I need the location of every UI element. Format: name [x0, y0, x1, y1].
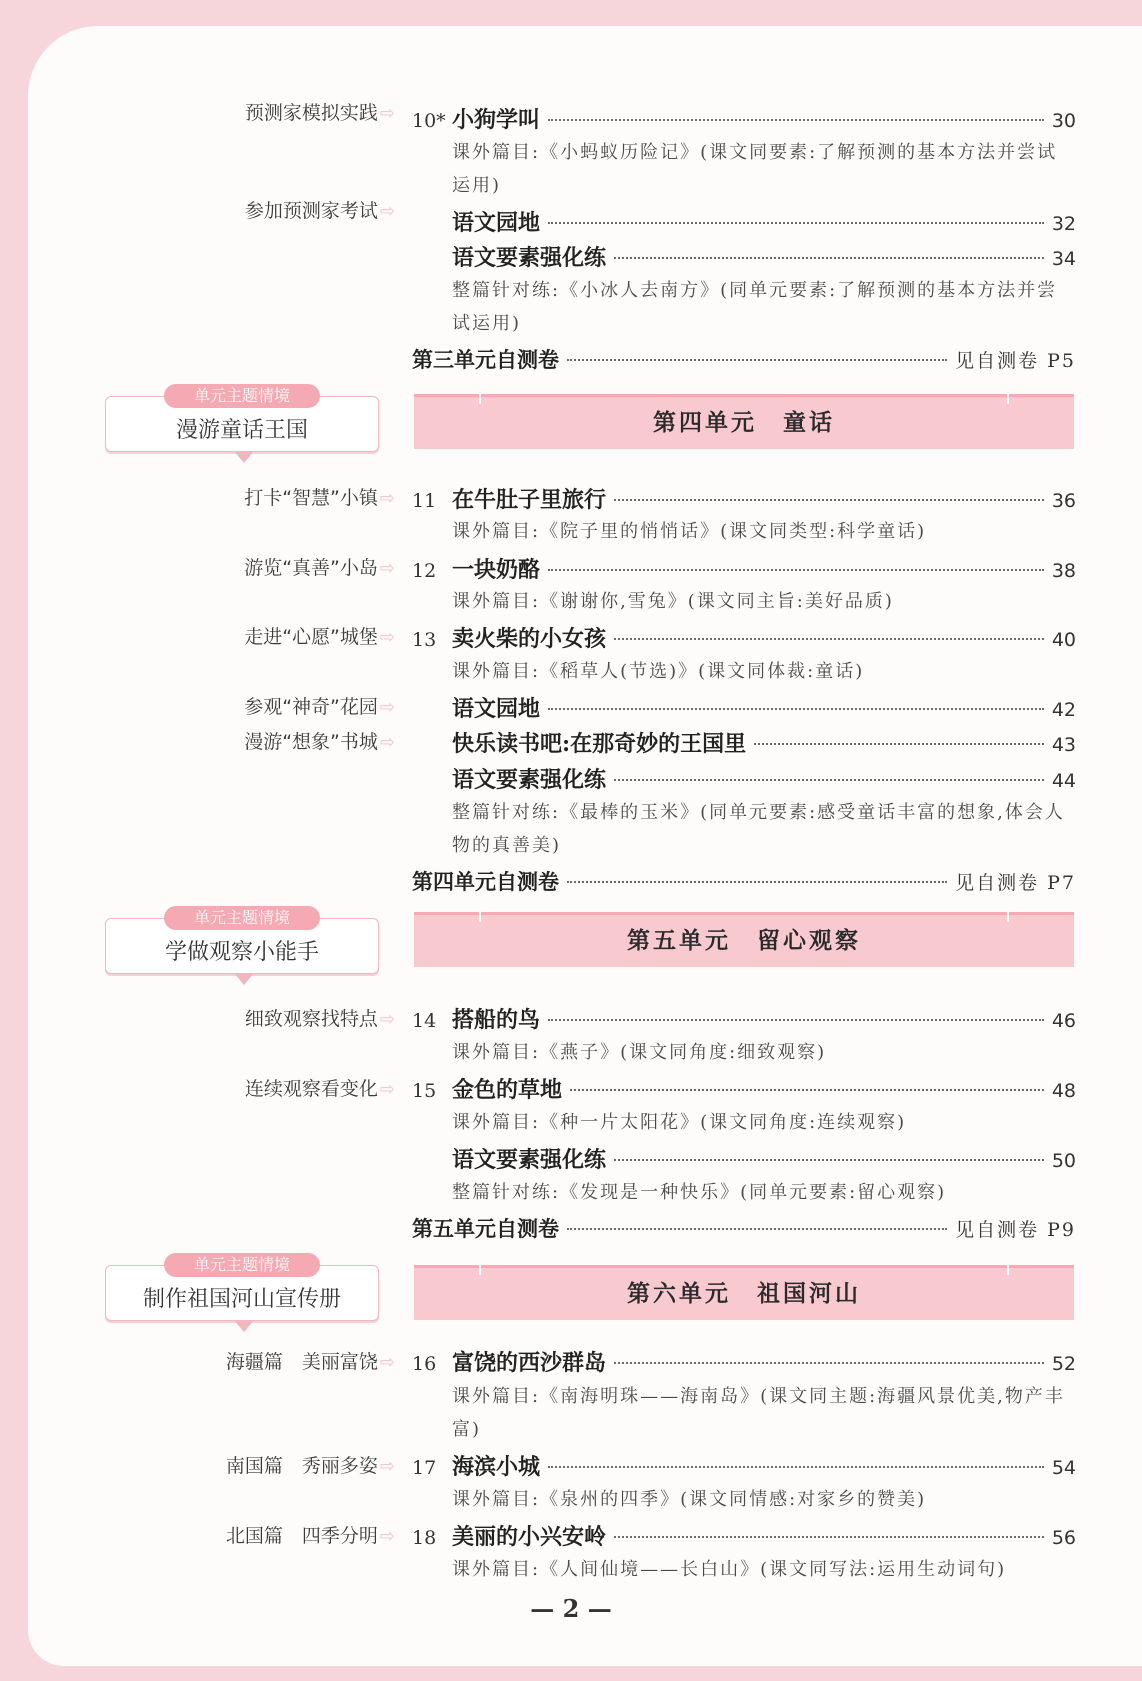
toc-entry-18[interactable]	[412, 1520, 1076, 1552]
unit5-theme-title: 学做观察小能手	[164, 940, 319, 965]
dot-leader	[614, 779, 1044, 781]
toc-sub-18: 课外篇目:《人间仙境——长白山》(课文同写法:运用生动词句)	[452, 1559, 1007, 1580]
toc-entry-12[interactable]	[412, 553, 1076, 585]
nav-u5-item2: 连续观察看变化 ⇨	[95, 1074, 395, 1101]
unit4-theme-tag: 单元主题情境	[164, 384, 320, 408]
unit6-banner	[414, 1265, 1074, 1320]
nav-u4-item1: 打卡“智慧”小镇 ⇨	[95, 483, 395, 510]
page-ref: 42	[1051, 699, 1076, 721]
lesson-number: 10*	[412, 110, 446, 132]
lesson-title: 海滨小城	[452, 1454, 541, 1480]
lesson-number: 15	[412, 1080, 437, 1102]
down-arrow-icon	[234, 973, 254, 985]
lesson-number: 11	[412, 490, 437, 512]
nav-u3-practice: 预测家模拟实践 ⇨	[95, 98, 395, 125]
lesson-title: 快乐读书吧:在那奇妙的王国里	[452, 731, 747, 757]
page-number: — 2 —	[530, 1594, 612, 1623]
lesson-title: 小狗学叫	[452, 107, 541, 133]
lesson-title: 语文要素强化练	[452, 767, 607, 793]
page-ref: 48	[1051, 1080, 1076, 1102]
dot-leader	[567, 359, 947, 361]
lesson-number: 18	[412, 1527, 437, 1549]
unit6-theme-title: 制作祖国河山宣传册	[142, 1287, 341, 1312]
lesson-title: 富饶的西沙群岛	[452, 1350, 607, 1376]
unit6-banner-title: 第六单元 祖国河山	[627, 1281, 861, 1307]
toc-sub-u4-drill: 整篇针对练:《最棒的玉米》(同单元要素:感受童话丰富的想象,体会人物的真善美)	[452, 802, 1065, 856]
toc-entry-u4-drill[interactable]	[412, 763, 1076, 795]
down-arrow-icon	[234, 1320, 254, 1332]
unit6-theme-box	[105, 1255, 379, 1321]
lesson-number: 17	[412, 1457, 437, 1479]
toc-entry-10[interactable]	[412, 103, 1076, 135]
dot-leader	[548, 1019, 1044, 1021]
lesson-title: 搭船的鸟	[452, 1007, 541, 1033]
unit6-theme-tag: 单元主题情境	[164, 1253, 320, 1277]
toc-sub-17: 课外篇目:《泉州的四季》(课文同情感:对家乡的赞美)	[452, 1489, 927, 1510]
page-ref: 见自测卷 P5	[955, 350, 1076, 372]
dot-leader	[548, 569, 1044, 571]
lesson-title: 卖火柴的小女孩	[452, 626, 607, 652]
toc-entry-11[interactable]	[412, 483, 1076, 515]
nav-u4-item2: 游览“真善”小岛 ⇨	[95, 553, 395, 580]
toc-entry-u5-test[interactable]	[412, 1213, 1076, 1245]
unit4-theme-title: 漫游童话王国	[175, 418, 308, 443]
down-arrow-icon	[234, 451, 254, 463]
toc-sub-16: 课外篇目:《南海明珠——海南岛》(课文同主题:海疆风景优美,物产丰富)	[452, 1386, 1065, 1440]
page-ref: 40	[1051, 629, 1076, 651]
nav-u6-item1: 海疆篇 美丽富饶 ⇨	[95, 1347, 395, 1374]
toc-entry-16[interactable]	[412, 1346, 1076, 1378]
nav-u5-item1: 细致观察找特点 ⇨	[95, 1004, 395, 1031]
toc-sub-10: 课外篇目:《小蚂蚁历险记》(课文同要素:了解预测的基本方法并尝试运用)	[452, 142, 1058, 196]
unit4-banner-title: 第四单元 童话	[653, 410, 835, 436]
test-title: 第四单元自测卷	[412, 869, 559, 894]
dot-leader	[548, 222, 1044, 224]
dot-leader	[567, 1228, 947, 1230]
page-ref: 52	[1051, 1353, 1076, 1375]
toc-sub-13: 课外篇目:《稻草人(节选)》(课文同体裁:童话)	[452, 661, 865, 682]
page-ref: 见自测卷 P9	[955, 1219, 1076, 1241]
dot-leader	[614, 499, 1044, 501]
toc-entry-u5-drill[interactable]	[412, 1143, 1076, 1175]
nav-u4-item4: 参观“神奇”花园 ⇨	[95, 692, 395, 719]
unit5-banner	[414, 912, 1074, 967]
page-ref: 54	[1051, 1457, 1076, 1479]
unit5-theme-box	[105, 908, 379, 974]
page-ref: 34	[1051, 248, 1076, 270]
lesson-title: 语文园地	[452, 210, 541, 236]
lesson-number: 12	[412, 560, 437, 582]
lesson-title: 金色的草地	[452, 1077, 563, 1103]
toc-sub-u5-drill: 整篇针对练:《发现是一种快乐》(同单元要素:留心观察)	[452, 1182, 947, 1203]
nav-u4-item5: 漫游“想象”书城 ⇨	[95, 727, 395, 754]
nav-u6-item3: 北国篇 四季分明 ⇨	[95, 1521, 395, 1548]
dot-leader	[614, 1536, 1044, 1538]
lesson-title: 一块奶酪	[452, 557, 541, 583]
dot-leader	[548, 119, 1044, 121]
toc-entry-13[interactable]	[412, 622, 1076, 654]
lesson-title: 在牛肚子里旅行	[452, 487, 607, 513]
nav-u6-item2: 南国篇 秀丽多姿 ⇨	[95, 1451, 395, 1478]
toc-entry-17[interactable]	[412, 1450, 1076, 1482]
page-ref: 43	[1051, 734, 1076, 756]
lesson-number: 13	[412, 629, 437, 651]
toc-entry-14[interactable]	[412, 1003, 1076, 1035]
dot-leader	[614, 638, 1044, 640]
page-ref: 30	[1051, 110, 1076, 132]
toc-entry-15[interactable]	[412, 1073, 1076, 1105]
page-ref: 32	[1051, 213, 1076, 235]
toc-entry-u4-test[interactable]	[412, 866, 1076, 898]
toc-entry-u3-drill[interactable]	[412, 241, 1076, 273]
toc-sub-15: 课外篇目:《种一片太阳花》(课文同角度:连续观察)	[452, 1112, 907, 1133]
toc-entry-u3-garden[interactable]	[412, 206, 1076, 238]
toc-sub-11: 课外篇目:《院子里的悄悄话》(课文同类型:科学童话)	[452, 521, 927, 542]
lesson-title: 美丽的小兴安岭	[452, 1524, 607, 1550]
unit5-theme-tag: 单元主题情境	[164, 906, 320, 930]
lesson-title: 语文要素强化练	[452, 245, 607, 271]
toc-entry-u4-garden[interactable]	[412, 692, 1076, 724]
lesson-title: 语文园地	[452, 696, 541, 722]
page-ref: 38	[1051, 560, 1076, 582]
dot-leader	[754, 743, 1044, 745]
toc-sub-12: 课外篇目:《谢谢你,雪兔》(课文同主旨:美好品质)	[452, 591, 894, 612]
lesson-number: 16	[412, 1353, 437, 1375]
dot-leader	[614, 257, 1044, 259]
page-ref: 见自测卷 P7	[955, 872, 1076, 894]
toc-entry-u4-reading[interactable]	[412, 727, 1076, 759]
unit4-theme-box	[105, 386, 379, 452]
unit5-banner-title: 第五单元 留心观察	[627, 928, 861, 954]
page-ref: 50	[1051, 1150, 1076, 1172]
unit4-banner	[414, 394, 1074, 449]
dot-leader	[614, 1159, 1044, 1161]
test-title: 第五单元自测卷	[412, 1216, 559, 1241]
page-ref: 46	[1051, 1010, 1076, 1032]
lesson-number: 14	[412, 1010, 437, 1032]
dot-leader	[570, 1089, 1044, 1091]
toc-entry-u3-test[interactable]	[412, 344, 1076, 376]
test-title: 第三单元自测卷	[412, 347, 559, 372]
page-ref: 56	[1051, 1527, 1076, 1549]
toc-sub-u3-drill: 整篇针对练:《小冰人去南方》(同单元要素:了解预测的基本方法并尝试运用)	[452, 280, 1058, 334]
dot-leader	[548, 708, 1044, 710]
nav-u3-exam: 参加预测家考试 ⇨	[95, 196, 395, 223]
dot-leader	[567, 881, 947, 883]
toc-sub-14: 课外篇目:《燕子》(课文同角度:细致观察)	[452, 1042, 827, 1063]
dot-leader	[614, 1362, 1044, 1364]
dot-leader	[548, 1466, 1044, 1468]
nav-u4-item3: 走进“心愿”城堡 ⇨	[95, 622, 395, 649]
lesson-title: 语文要素强化练	[452, 1147, 607, 1173]
page-ref: 36	[1051, 490, 1076, 512]
page-ref: 44	[1051, 770, 1076, 792]
